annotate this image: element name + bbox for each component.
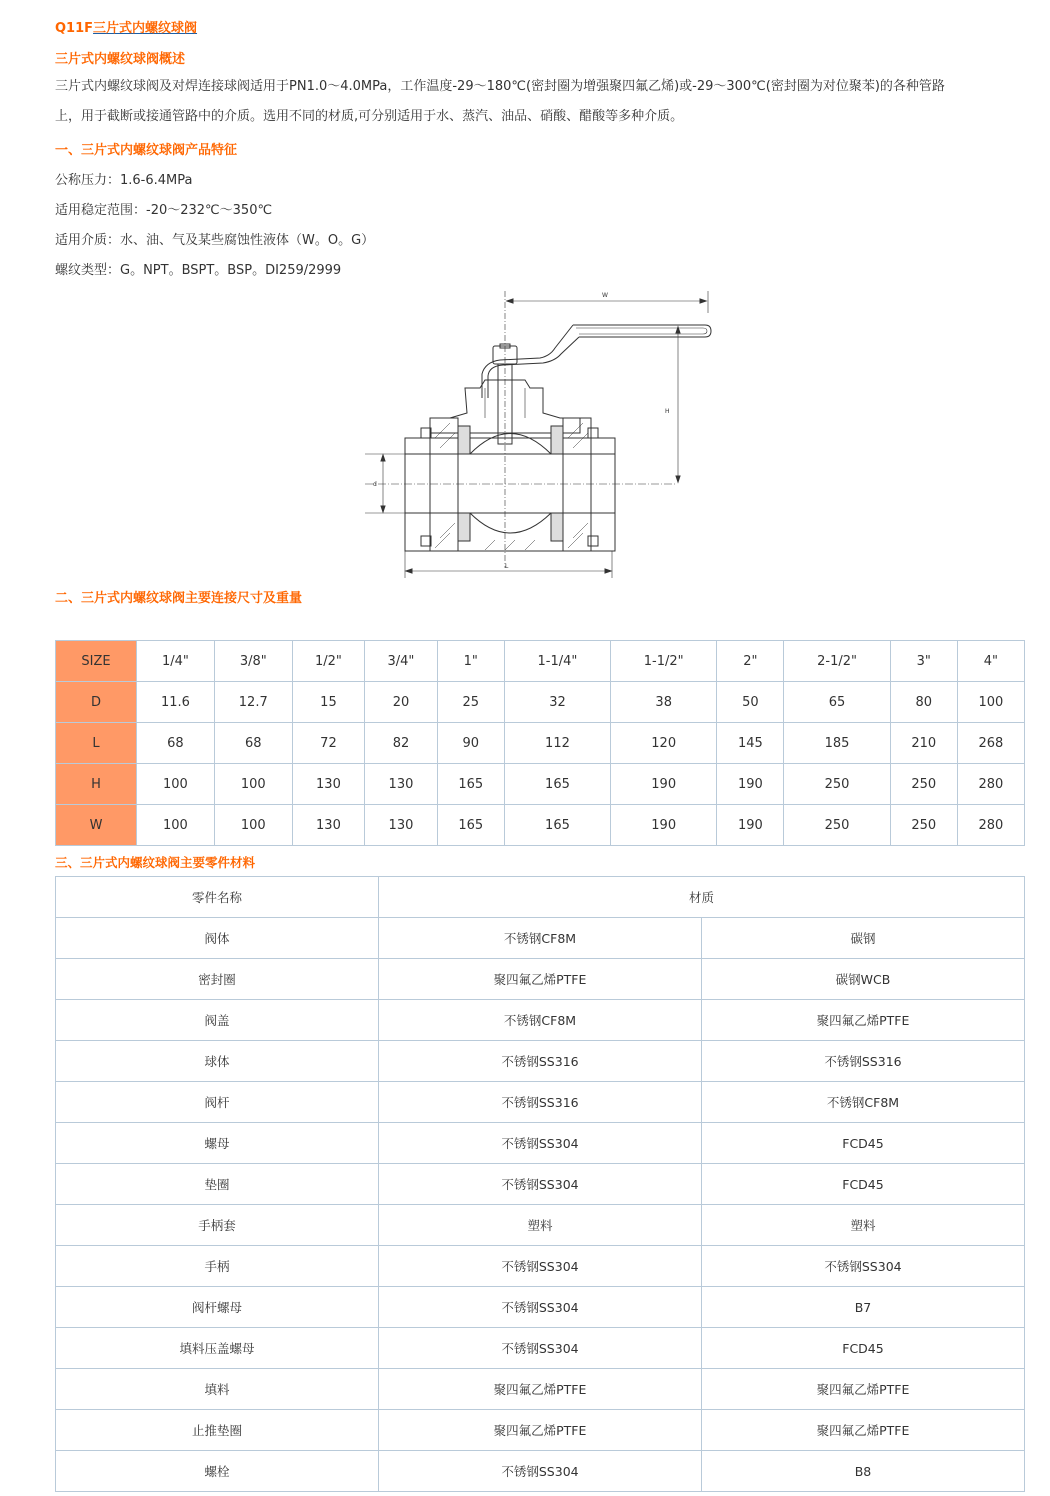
material-a: 塑料	[379, 1205, 702, 1246]
cell: 25	[437, 682, 504, 723]
header-part-name: 零件名称	[56, 877, 379, 918]
dim-label-d: d	[373, 481, 377, 488]
title-link[interactable]: 三片式内螺纹球阀	[93, 21, 198, 36]
material-a: 聚四氟乙烯PTFE	[379, 959, 702, 1000]
table-row	[56, 1451, 1025, 1492]
cell: 2"	[717, 641, 784, 682]
cell: 250	[784, 805, 890, 846]
cell: 68	[137, 723, 215, 764]
cell: 210	[890, 723, 957, 764]
cell: 250	[784, 764, 890, 805]
part-name: 螺栓	[56, 1451, 379, 1492]
cell: 20	[365, 682, 438, 723]
part-name: 阀杆	[56, 1082, 379, 1123]
overview-line-1: 三片式内螺纹球阀及对焊连接球阀适用于PN1.0～4.0MPa，工作温度-29～180℃(密封圈为增强聚四氟乙烯)或-29～300℃(密封圈为对位聚苯)的各种管路	[55, 79, 945, 94]
material-b: B8	[702, 1451, 1025, 1492]
cell: 130	[292, 805, 365, 846]
feature-temperature: 适用稳定范围：-20～232℃～350℃	[55, 203, 273, 218]
cell: 280	[957, 805, 1024, 846]
material-a: 不锈钢SS304	[379, 1328, 702, 1369]
dimensions-heading: 二、三片式内螺纹球阀主要连接尺寸及重量	[55, 591, 303, 606]
part-name: 密封圈	[56, 959, 379, 1000]
valve-cross-section-diagram	[355, 288, 735, 583]
cell: 120	[611, 723, 717, 764]
cell: 1"	[437, 641, 504, 682]
material-a: 不锈钢CF8M	[379, 918, 702, 959]
cell: 3/4"	[365, 641, 438, 682]
cell: 165	[437, 764, 504, 805]
cell: 165	[504, 805, 610, 846]
cell: 1-1/4"	[504, 641, 610, 682]
table-row-w	[56, 805, 1025, 846]
cell: 100	[214, 805, 292, 846]
cell: 250	[890, 805, 957, 846]
cell: 185	[784, 723, 890, 764]
table-row	[56, 1082, 1025, 1123]
material-b: 不锈钢CF8M	[702, 1082, 1025, 1123]
page-title	[55, 17, 197, 36]
part-name: 球体	[56, 1041, 379, 1082]
table-row	[56, 1287, 1025, 1328]
table-row-size	[56, 641, 1025, 682]
cell: 1-1/2"	[611, 641, 717, 682]
row-header: H	[56, 764, 137, 805]
header-material: 材质	[379, 877, 1025, 918]
cell: 190	[611, 764, 717, 805]
table-row	[56, 1041, 1025, 1082]
table-row	[56, 918, 1025, 959]
title-prefix: Q11F	[55, 21, 94, 36]
material-b: FCD45	[702, 1328, 1025, 1369]
cell: 130	[365, 805, 438, 846]
cell: 165	[504, 764, 610, 805]
table-row	[56, 1123, 1025, 1164]
row-header: D	[56, 682, 137, 723]
material-a: 聚四氟乙烯PTFE	[379, 1410, 702, 1451]
material-b: 不锈钢SS316	[702, 1041, 1025, 1082]
cell: 100	[957, 682, 1024, 723]
cell: 32	[504, 682, 610, 723]
table-row	[56, 1410, 1025, 1451]
cell: 3/8"	[214, 641, 292, 682]
overview-line-2: 上，用于截断或接通管路中的介质。选用不同的材质,可分别适用于水、蒸汽、油品、硝酸、醋酸等多种介质。	[55, 109, 684, 124]
material-b: 塑料	[702, 1205, 1025, 1246]
part-name: 阀盖	[56, 1000, 379, 1041]
part-name: 阀杆螺母	[56, 1287, 379, 1328]
cell: 2-1/2"	[784, 641, 890, 682]
cell: 1/2"	[292, 641, 365, 682]
cell: 112	[504, 723, 610, 764]
cell: 190	[717, 764, 784, 805]
cell: 165	[437, 805, 504, 846]
material-a: 不锈钢SS304	[379, 1164, 702, 1205]
material-a: 不锈钢SS304	[379, 1287, 702, 1328]
cell: 130	[365, 764, 438, 805]
table-row	[56, 1369, 1025, 1410]
cell: 50	[717, 682, 784, 723]
part-name: 止推垫圈	[56, 1410, 379, 1451]
material-a: 聚四氟乙烯PTFE	[379, 1369, 702, 1410]
material-b: 不锈钢SS304	[702, 1246, 1025, 1287]
cell: 38	[611, 682, 717, 723]
dimensions-table	[55, 640, 1025, 846]
cell: 130	[292, 764, 365, 805]
part-name: 阀体	[56, 918, 379, 959]
table-row-h	[56, 764, 1025, 805]
cell: 145	[717, 723, 784, 764]
cell: 280	[957, 764, 1024, 805]
part-name: 垫圈	[56, 1164, 379, 1205]
table-row	[56, 1328, 1025, 1369]
cell: 250	[890, 764, 957, 805]
part-name: 手柄套	[56, 1205, 379, 1246]
table-row-l	[56, 723, 1025, 764]
row-header: W	[56, 805, 137, 846]
cell: 3"	[890, 641, 957, 682]
cell: 1/4"	[137, 641, 215, 682]
material-a: 不锈钢CF8M	[379, 1000, 702, 1041]
overview-heading: 三片式内螺纹球阀概述	[55, 52, 186, 67]
feature-medium: 适用介质：水、油、气及某些腐蚀性液体（W。O。G）	[55, 233, 375, 248]
materials-heading: 三、三片式内螺纹球阀主要零件材料	[55, 855, 256, 870]
cell: 4"	[957, 641, 1024, 682]
cell: 190	[611, 805, 717, 846]
part-name: 手柄	[56, 1246, 379, 1287]
material-b: 聚四氟乙烯PTFE	[702, 1369, 1025, 1410]
table-row	[56, 959, 1025, 1000]
cell: 190	[717, 805, 784, 846]
table-row	[56, 1205, 1025, 1246]
cell: 268	[957, 723, 1024, 764]
cell: 100	[137, 805, 215, 846]
materials-table	[55, 876, 1025, 1492]
material-b: 聚四氟乙烯PTFE	[702, 1000, 1025, 1041]
cell: 65	[784, 682, 890, 723]
material-b: FCD45	[702, 1164, 1025, 1205]
material-b: 碳钢WCB	[702, 959, 1025, 1000]
feature-pressure: 公称压力：1.6-6.4MPa	[55, 173, 193, 188]
cell: 68	[214, 723, 292, 764]
dim-label-h: H	[665, 408, 670, 415]
cell: 82	[365, 723, 438, 764]
cell: 72	[292, 723, 365, 764]
material-b: 聚四氟乙烯PTFE	[702, 1410, 1025, 1451]
cell: 11.6	[137, 682, 215, 723]
material-a: 不锈钢SS316	[379, 1041, 702, 1082]
material-b: FCD45	[702, 1123, 1025, 1164]
cell: 80	[890, 682, 957, 723]
table-row	[56, 1000, 1025, 1041]
feature-thread-type: 螺纹类型：G。NPT。BSPT。BSP。DI259/2999	[55, 263, 342, 278]
material-b: 碳钢	[702, 918, 1025, 959]
cell: 15	[292, 682, 365, 723]
cell: 90	[437, 723, 504, 764]
features-heading: 一、三片式内螺纹球阀产品特征	[55, 143, 238, 158]
table-row	[56, 1246, 1025, 1287]
row-header: L	[56, 723, 137, 764]
table-row	[56, 1164, 1025, 1205]
cell: 100	[137, 764, 215, 805]
row-header: SIZE	[56, 641, 137, 682]
table-header-row	[56, 877, 1025, 918]
part-name: 填料	[56, 1369, 379, 1410]
dim-label-w: W	[602, 292, 608, 299]
cell: 100	[214, 764, 292, 805]
material-a: 不锈钢SS304	[379, 1246, 702, 1287]
part-name: 填料压盖螺母	[56, 1328, 379, 1369]
dim-label-l: L	[505, 563, 509, 570]
material-a: 不锈钢SS316	[379, 1082, 702, 1123]
material-a: 不锈钢SS304	[379, 1123, 702, 1164]
table-row-d	[56, 682, 1025, 723]
material-b: B7	[702, 1287, 1025, 1328]
material-a: 不锈钢SS304	[379, 1451, 702, 1492]
cell: 12.7	[214, 682, 292, 723]
part-name: 螺母	[56, 1123, 379, 1164]
